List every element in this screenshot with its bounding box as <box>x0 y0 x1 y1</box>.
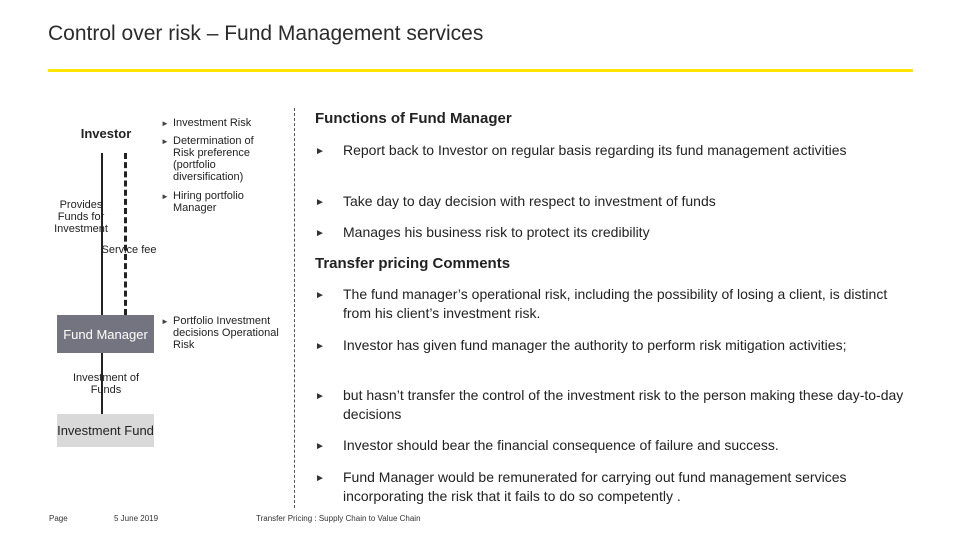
investor-point: ► Investment Risk <box>161 117 252 129</box>
dashed-connector-upper <box>124 153 127 315</box>
footer-date: 5 June 2019 <box>114 514 159 523</box>
fund-manager-box: Fund Manager <box>57 315 154 353</box>
tp-comments-item: ► but hasn’t transfer the control of the investment risk to the person making these day-to-day decisions <box>315 387 904 422</box>
triangle-bullet-icon: ► <box>315 197 325 208</box>
triangle-bullet-icon: ► <box>315 441 325 452</box>
triangle-bullet-icon: ► <box>161 119 169 128</box>
triangle-bullet-icon: ► <box>315 146 325 157</box>
triangle-bullet-icon: ► <box>161 137 169 146</box>
triangle-bullet-icon: ► <box>315 228 325 239</box>
footer-page-label: Page <box>49 514 68 523</box>
functions-heading: Functions of Fund Manager <box>315 110 512 127</box>
triangle-bullet-icon: ► <box>315 341 325 352</box>
footer-subject: Transfer Pricing : Supply Chain to Value Chain <box>256 514 421 523</box>
triangle-bullet-icon: ► <box>315 391 325 402</box>
investor-point: ► Determination of Risk preference (portfolio diversification) <box>161 135 254 183</box>
service-fee-label: Service fee <box>101 244 157 256</box>
investor-point: ► Hiring portfolio Manager <box>161 190 244 214</box>
triangle-bullet-icon: ► <box>315 473 325 484</box>
functions-item: ► Manages his business risk to protect its credibility <box>343 223 913 242</box>
page-title: Control over risk – Fund Management services <box>48 22 484 45</box>
tp-comments-item: ► The fund manager’s operational risk, including the possibility of losing a client, is distinct from his client’s investment risk. <box>315 286 888 321</box>
triangle-bullet-icon: ► <box>161 192 169 201</box>
triangle-bullet-icon: ► <box>315 290 325 301</box>
fund-manager-point: ► Portfolio Investment decisions Operational Risk <box>161 315 279 351</box>
tp-comments-item: ► Investor has given fund manager the authority to perform risk mitigation activities; <box>343 336 913 355</box>
tp-comments-heading: Transfer pricing Comments <box>315 255 511 272</box>
investment-fund-box: Investment Fund <box>57 414 154 447</box>
investment-of-funds-label: Investment of Funds <box>72 372 140 396</box>
title-underline <box>48 69 913 72</box>
provides-funds-label: Provides Funds for Investment <box>54 199 108 235</box>
investor-box: Investor <box>57 113 155 153</box>
functions-item: ► Take day to day decision with respect to investment of funds <box>343 192 913 211</box>
tp-comments-item: ► Investor should bear the financial consequence of failure and success. <box>343 436 913 455</box>
tp-comments-item: ► Fund Manager would be remunerated for carrying out fund management services incorporating the risk that it fails to do so competently . <box>315 469 847 504</box>
triangle-bullet-icon: ► <box>161 317 169 326</box>
section-divider <box>294 108 295 508</box>
functions-item: ► Report back to Investor on regular basis regarding its fund management activities <box>343 141 913 160</box>
